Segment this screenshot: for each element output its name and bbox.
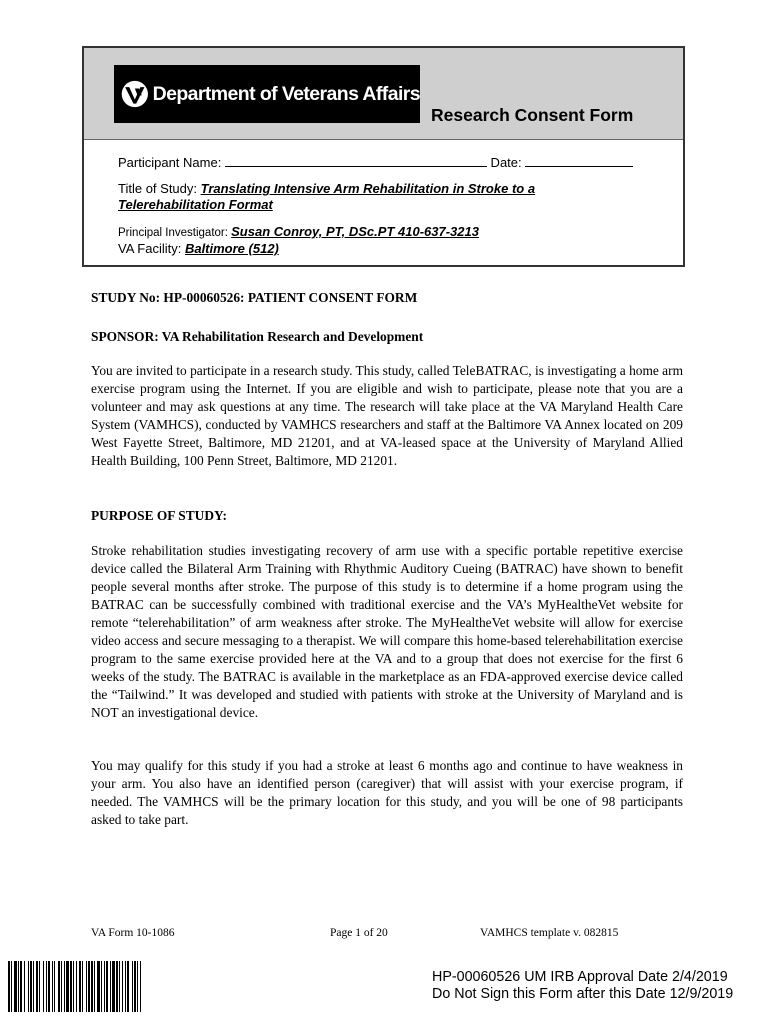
form-title: Research Consent Form bbox=[431, 105, 634, 125]
header-fields bbox=[118, 154, 669, 257]
facility-value: Baltimore (512) bbox=[184, 241, 279, 256]
barcode-image bbox=[8, 961, 243, 1012]
pi-value: Susan Conroy, PT, DSc.PT 410-637-3213 bbox=[231, 224, 479, 239]
intro-paragraph: You are invited to participate in a research study. This study, called TeleBATRAC, is investigating a home arm exercise program using the Internet. If you are eligible and wish to participate, please note that you are a volunteer and may ask questions at any time. The research will take place at the VA Maryland Health Care System (VAMHCS), conducted by VAMHCS researchers and staff at the Baltimore VA Annex located on 209 West Fayette Street, Baltimore, MD 21201, and at VA-leased space at the University of Maryland Allied Health Building, 100 Penn Street, Baltimore, MD 21201. bbox=[91, 363, 683, 468]
date-field[interactable] bbox=[525, 154, 633, 167]
barcode-bar bbox=[141, 961, 143, 1012]
participant-name-field[interactable] bbox=[225, 154, 487, 167]
study-title-label: Title of Study: bbox=[118, 181, 201, 196]
participant-name-label: Participant Name: bbox=[118, 155, 225, 170]
logo-text: Department of Veterans Affairs bbox=[152, 82, 420, 105]
pi-row bbox=[118, 224, 669, 241]
va-logo bbox=[114, 65, 420, 123]
participant-row bbox=[118, 154, 669, 171]
va-seal-icon bbox=[121, 75, 149, 113]
pi-label: Principal Investigator: bbox=[118, 227, 232, 239]
irb-approval-line2: Do Not Sign this Form after this Date 12/9/2019 bbox=[432, 986, 734, 1002]
study-title-line1: Translating Intensive Arm Rehabilitation in Stroke to a bbox=[200, 181, 536, 196]
purpose-heading: PURPOSE OF STUDY: bbox=[91, 508, 227, 523]
consent-form-header bbox=[82, 46, 685, 267]
footer-template-version: VAMHCS template v. 082815 bbox=[480, 927, 619, 939]
purpose-paragraph: Stroke rehabilitation studies investigating recovery of arm use with a specific portable repetitive exercise device called the Bilateral Arm Training with Rhythmic Auditory Cueing (BATRAC) have shown to benefit people several months after stroke. The purpose of this study is to determine if a home program using the BATRAC can be successfully combined with traditional exercise and the VA’s MyHealtheVet website for remote “telerehabilitation” of arm weakness after stroke. The MyHealtheVet website will allow for exercise video access and secure messaging to a therapist. We will compare this home-based telerehabilitation exercise program to the same exercise provided here at the VA and to a group that does not exercise for the first 6 weeks of the study. The BATRAC is available in the marketplace as an FDA-approved exercise device called the “Tailwind.” It was developed and studied with patients with stroke at the University of Maryland and is NOT an investigational device. bbox=[91, 543, 683, 720]
title-row-2 bbox=[118, 197, 669, 213]
study-number-heading: STUDY No: HP-00060526: PATIENT CONSENT FORM bbox=[91, 290, 418, 305]
date-label: Date: bbox=[486, 155, 526, 170]
facility-row bbox=[118, 241, 669, 257]
footer-form-number: VA Form 10-1086 bbox=[91, 927, 175, 939]
footer-page-number: Page 1 of 20 bbox=[330, 927, 388, 939]
title-row bbox=[118, 181, 669, 197]
qualify-paragraph: You may qualify for this study if you had a stroke at least 6 months ago and continue to have weakness in your arm. You also have an identified person (caregiver) that will assist with your exercise program, if needed. The VAMHCS will be the primary location for this study, and you will be one of 98 participants asked to take part. bbox=[91, 758, 683, 827]
sponsor-heading: SPONSOR: VA Rehabilitation Research and Development bbox=[91, 329, 424, 344]
irb-approval-stamp bbox=[432, 969, 733, 1003]
header-banner bbox=[84, 48, 683, 140]
irb-approval-line1: HP-00060526 UM IRB Approval Date 2/4/2019 bbox=[432, 969, 728, 985]
study-title-line2: Telerehabilitation Format bbox=[118, 197, 273, 212]
facility-label: VA Facility: bbox=[118, 241, 185, 256]
